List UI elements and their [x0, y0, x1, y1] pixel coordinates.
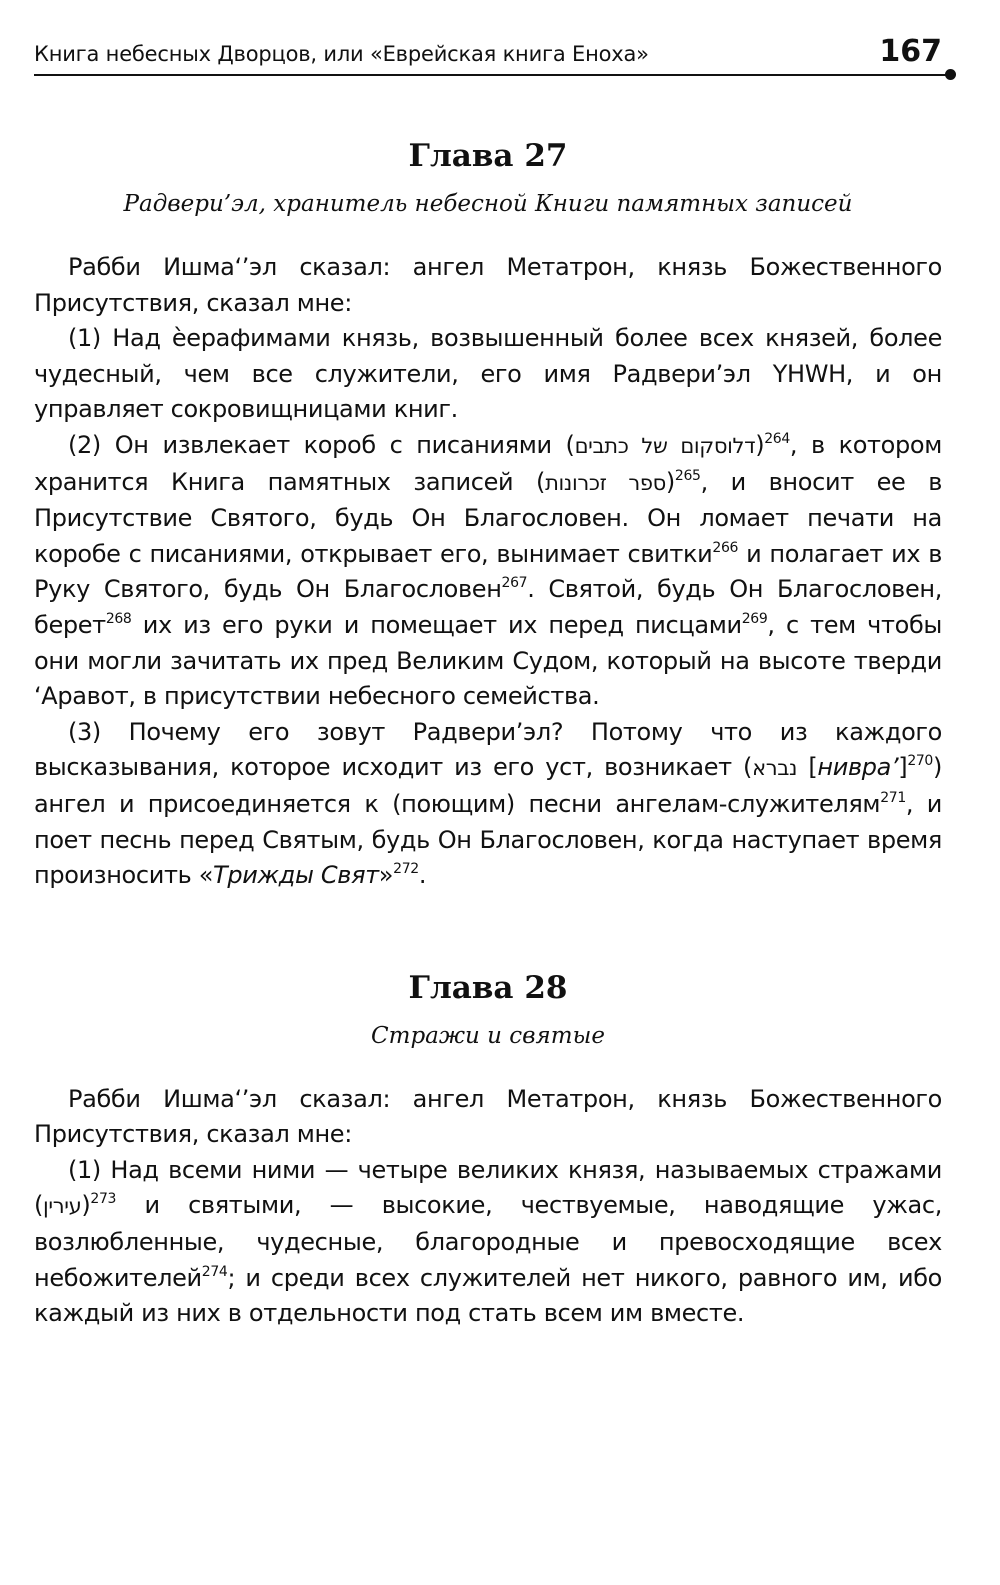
text-run: ): [755, 430, 765, 459]
italic-text: нивра’: [817, 753, 899, 782]
footnote-ref: 272: [393, 861, 419, 878]
text-run: , и вносит ее в Присутствие Святого, будь Он Благословен. Он ломает печати на коробе с писаниями, открывает его, вынимает свитки: [34, 467, 942, 568]
text-run: и полагает их в Руку Святого, будь Он Благословен: [34, 539, 942, 604]
header-rule-dot: [945, 69, 956, 80]
text-run: »: [378, 861, 394, 890]
text-run: (3) Почему его зовут Радвери’эл? Потому что из каждого высказывания, которое исходит из его уст, возникает (: [34, 717, 942, 782]
footnote-ref: 271: [880, 789, 906, 806]
text-run: ]: [898, 753, 908, 782]
paragraph: [34, 1153, 942, 1332]
chapter-27: [34, 132, 942, 894]
footnote-ref: 270: [907, 753, 933, 770]
text-run: , с тем чтобы они могли зачитать их пред Великим Судом, который на высоте тверди ‘Аравот, в присутствии небесного семейства.: [34, 610, 942, 711]
text-run: .: [418, 861, 427, 890]
text-run: ) ангел и присоединяется к (поющим) песни ангелам-служителям: [34, 753, 942, 818]
text-run: ): [81, 1191, 91, 1220]
hebrew-term: דלוסקום של כתבים: [574, 433, 756, 458]
chapter-subtitle: Стражи и святые: [371, 1022, 605, 1049]
text-run: ): [665, 467, 675, 496]
italic-text: Трижды Свят: [213, 861, 379, 890]
hebrew-term: עירין: [43, 1194, 82, 1219]
text-run: Рабби Ишма‘’эл сказал: ангел Метатрон, князь Божественного Присутствия, сказал мне:: [34, 253, 942, 317]
text-run: и святыми, — высокие, чествуемые, наводящие ужас, возлюбленные, чудесные, благородные и превосходящие всех небожителей: [34, 1191, 942, 1292]
chapter-28: [34, 964, 942, 1332]
paragraph: [34, 715, 942, 894]
footnote-ref: 273: [90, 1191, 117, 1208]
footnote-ref: 267: [501, 575, 528, 592]
text-run: их из его руки и помещает их перед писцами: [131, 610, 742, 639]
text-run: Рабби Ишма‘’эл сказал: ангел Метатрон, князь Божественного Присутствия, сказал мне:: [34, 1084, 942, 1149]
footnote-ref: 268: [105, 610, 132, 627]
hebrew-term: נברא: [752, 756, 798, 781]
paragraph: [34, 1082, 942, 1153]
text-run: ; и среди всех служителей нет никого, равного им, ибо каждый из них в отдельности под стать всем им вместе.: [34, 1263, 942, 1328]
text-run: (2) Он извлекает короб с писаниями (: [68, 430, 575, 459]
header-rule: [34, 74, 950, 76]
page-number: 167: [879, 34, 942, 69]
text-run: (1) Над ѐерафимами князь, возвышенный более всех князей, более чудесный, чем все служители, его имя Радвери’эл YHWH, и он управляет сокровищницами книг.: [34, 324, 942, 424]
footnote-ref: 264: [764, 430, 790, 447]
text-run: , и поет песнь перед Святым, будь Он Благословен, когда наступает время произносить «: [34, 789, 942, 890]
chapter-body: [34, 250, 942, 894]
paragraph: [34, 428, 942, 715]
paragraph: [34, 321, 942, 428]
running-title: Книга небесных Дворцов, или «Еврейская книга Еноха»: [34, 42, 649, 66]
text-run: [: [797, 753, 818, 782]
footnote-ref: 269: [741, 610, 768, 627]
text-run: . Святой, будь Он Благословен, берет: [34, 575, 942, 639]
running-head: [34, 34, 942, 74]
chapter-body: [34, 1082, 942, 1332]
chapter-title: Глава 28: [408, 969, 568, 1006]
page-content: [34, 132, 942, 1332]
footnote-ref: 266: [712, 539, 739, 556]
footnote-ref: 265: [674, 467, 701, 484]
paragraph: [34, 250, 942, 321]
text-run: , в котором хранится Книга памятных записей (: [34, 430, 942, 496]
text-run: (1) Над всеми ними — четыре великих князя, называемых стражами (: [34, 1155, 942, 1220]
footnote-ref: 274: [201, 1263, 228, 1280]
hebrew-term: ספר זכרונות: [545, 470, 666, 495]
chapter-subtitle: Радвери’эл, хранитель небесной Книги памятных записей: [123, 191, 853, 217]
chapter-title: Глава 27: [408, 138, 568, 174]
